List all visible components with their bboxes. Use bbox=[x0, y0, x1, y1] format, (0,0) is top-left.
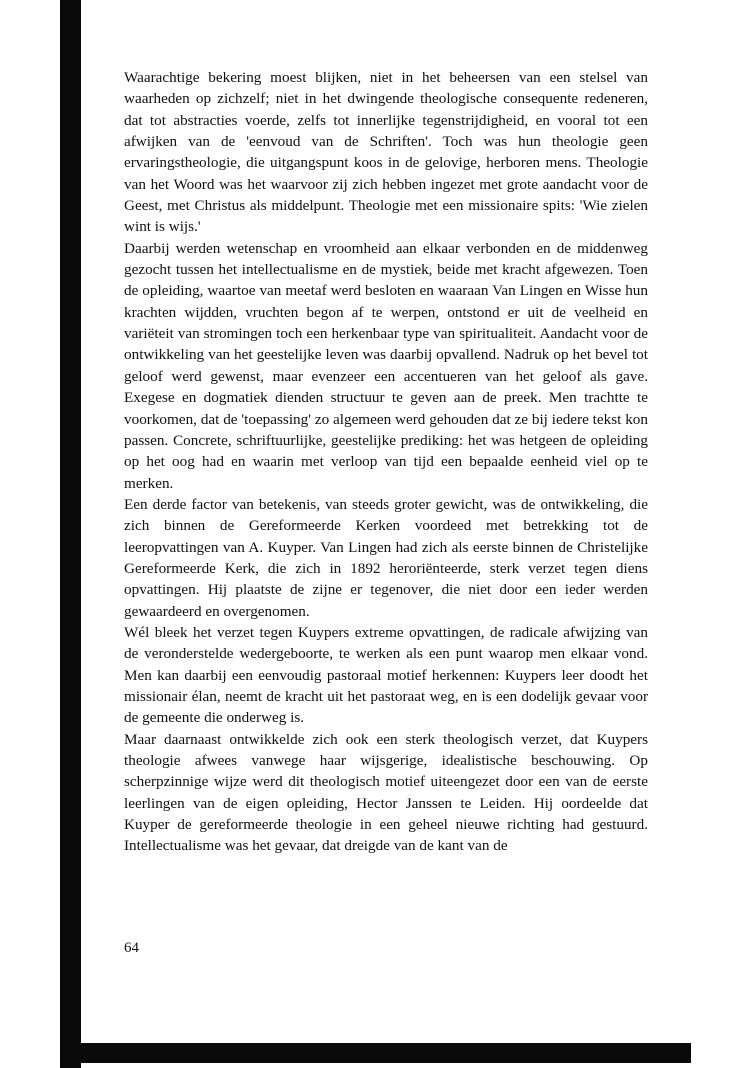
paragraph-1: Waarachtige bekering moest blijken, niet in het beheersen van een stelsel van waarheden op zichzelf; niet in het dwingende theologische consequente redeneren, dat tot abstracties voerde, zelfs tot innerlijke tegenstrijdigheid, en vooral tot een afwijken van de 'eenvoud van de Schriften'. Toch was hun theologie geen ervaringstheologie, die uitgangspunt koos in de gelovige, herboren mens. Theologie van het Woord was het waarvoor zij zich hebben ingezet met grote aandacht voor de Geest, met Christus als middelpunt. Theologie met een missionaire spits: 'Wie zielen wint is wijs.' bbox=[124, 69, 648, 236]
paragraph-3: Een derde factor van betekenis, van steeds groter gewicht, was de ontwikkeling, die zich binnen de Gereformeerde Kerken voordeed met betrekking tot de leeropvattingen van A. Kuyper. Van Lingen had zich als eerste binnen de Christelijke Gereformeerde Kerk, die zich in 1892 heroriënteerde, sterk verzet tegen diens opvattingen. Hij plaatste de zijne er tegenover, die niet door een ieder werden gewaardeerd en overgenomen. bbox=[124, 495, 648, 620]
scan-bottom-border bbox=[60, 1043, 691, 1063]
page-number: 64 bbox=[124, 940, 139, 956]
scan-left-border bbox=[60, 0, 81, 1068]
paragraph-5: Maar daarnaast ontwikkelde zich ook een sterk theologisch verzet, dat Kuypers theologie afwees vanwege haar wijsgerige, idealistische beschouwing. Op scherpzinnige wijze werd dit theologisch motief uiteengezet door een van de eerste leerlingen van de eigen opleiding, Hector Janssen te Leiden. Hij oordeelde dat Kuyper de gereformeerde theologie in een geheel nieuwe richting had gestuurd. Intellectualisme was het gevaar, dat dreigde van de kant van de bbox=[124, 730, 648, 855]
body-text bbox=[124, 67, 648, 857]
paragraph-2: Daarbij werden wetenschap en vroomheid aan elkaar verbonden en de middenweg gezocht tussen het intellectualisme en de mystiek, beide met kracht afgewezen. Toen de opleiding, waartoe van meetaf werd besloten en waaraan Van Lingen en Wisse hun krachten wijdden, vruchten begon af te werpen, ontstond er uit de veelheid en variëteit van stromingen toch een herkenbaar type van spiritualiteit. Aandacht voor de ontwikkeling van het geestelijke leven was daarbij opvallend. Nadruk op het bevel tot geloof werd gewenst, maar evenzeer een accentueren van het geloof als gave. Exegese en dogmatiek dienden structuur te geven aan de preek. Men trachtte te voorkomen, dat de 'toepassing' zo algemeen werd gehouden dat ze bij iedere tekst kon passen. Concrete, schriftuurlijke, geestelijke prediking: het was hetgeen de opleiding op het oog had en waarin met verloop van tijd een bepaalde eenheid viel op te merken. bbox=[124, 239, 648, 492]
paragraph-4: Wél bleek het verzet tegen Kuypers extreme opvattingen, de radicale afwijzing van de veronderstelde wedergeboorte, te werken als een punt waarop men elkaar vond. Men kan daarbij een eenvoudig pastoraal motief herkennen: Kuypers leer doodt het missionair élan, neemt de kracht uit het pastoraat weg, en is een dodelijk gevaar voor de gemeente die onderweg is. bbox=[124, 623, 648, 727]
